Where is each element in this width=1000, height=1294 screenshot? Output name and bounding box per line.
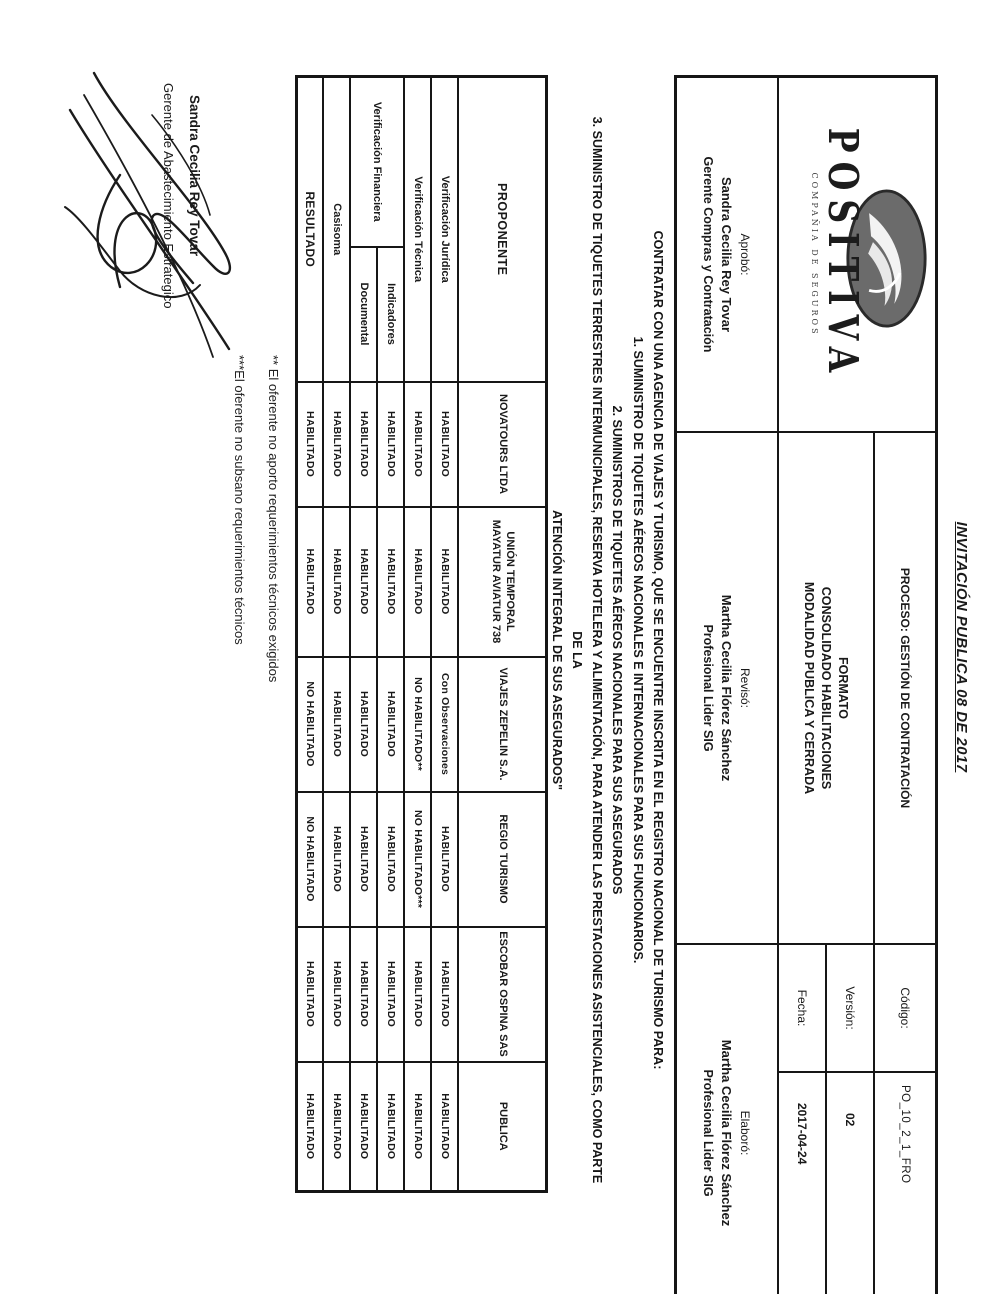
fecha-value: 2017-04-24 (777, 1073, 825, 1294)
row-label-tecnica: Verificación Técnica (405, 77, 432, 382)
contract-object-paragraph (547, 110, 669, 1190)
elaboro-name: Martha Cecilia Flórez Sánchez (719, 1039, 735, 1227)
table-cell: HABILITADO (324, 792, 351, 927)
table-cell: HABILITADO (297, 382, 324, 507)
aprobo-name: Sandra Cecilia Rey Tovar (719, 176, 735, 333)
table-cell: HABILITADO (378, 1062, 405, 1192)
fecha-label: Fecha: (777, 945, 825, 1073)
object-line: 2. SUMINISTROS DE TIQUETES AÉREOS NACIONALES PARA SUS ASEGURADOS (610, 405, 625, 895)
codigo-value: PO_10_2_1_FRO (873, 1073, 935, 1294)
table-row (405, 77, 432, 1192)
column-header-novatours: NOVATOURS LTDA (459, 382, 547, 507)
table-row (324, 77, 351, 1192)
elaboro-role: Profesional Lider SIG (701, 1069, 716, 1197)
signatory-name: Sandra Cecilia Rey Tovar (187, 95, 202, 257)
table-cell: HABILITADO (351, 792, 378, 927)
table-cell: HABILITADO (378, 657, 405, 792)
table-cell: HABILITADO (432, 792, 459, 927)
table-cell: HABILITADO (432, 927, 459, 1062)
table-cell: Con Observaciones (432, 657, 459, 792)
column-header-escobar: ESCOBAR OSPINA SAS (459, 927, 547, 1062)
table-cell: NO HABILITADO** (405, 657, 432, 792)
table-cell: HABILITADO (405, 1062, 432, 1192)
modality-line: MODALIDAD PUBLICA Y CERRADA (802, 581, 816, 795)
header-table (674, 75, 938, 1294)
table-cell: NO HABILITADO (297, 657, 324, 792)
table-cell: HABILITADO (324, 657, 351, 792)
column-header-zepelin: VIAJES ZEPELIN S.A. (459, 657, 547, 792)
habilitaciones-table (295, 75, 548, 1193)
signatory-role: Gerente de Abastecimiento Estrategico (161, 83, 176, 309)
table-header-row (459, 77, 547, 1192)
object-line: ATENCIÓN INTEGRAL DE SUS ASEGURADOS" (549, 509, 564, 791)
logo-cell (777, 78, 935, 433)
table-cell: HABILITADO (405, 507, 432, 657)
process-line: PROCESO: GESTIÓN DE CONTRATACIÓN (873, 433, 935, 945)
version-value: 02 (825, 1073, 873, 1294)
table-cell: HABILITADO (324, 1062, 351, 1192)
row-label-indicadores: Indicadores (378, 247, 405, 382)
table-cell: HABILITADO (351, 657, 378, 792)
row-label-resultado: RESULTADO (297, 77, 324, 382)
row-label-financiera: Verificación Financiera (351, 77, 405, 247)
aprobo-label: Aprobó: (738, 233, 753, 276)
table-cell: HABILITADO (432, 1062, 459, 1192)
table-row-resultado (297, 77, 324, 1192)
table-cell: HABILITADO (351, 927, 378, 1062)
table-cell: HABILITADO (324, 927, 351, 1062)
object-line: 1. SUMINISTRO DE TIQUETES AÉREOS NACIONALES E INTERNACIONALES PARA SUS FUNCIONARIOS. (630, 336, 645, 964)
format-block (777, 433, 873, 945)
logo-tagline: COMPAÑIA DE SEGUROS (810, 172, 819, 337)
table-cell: HABILITADO (405, 382, 432, 507)
signature-block (37, 55, 272, 395)
table-cell: HABILITADO (351, 1062, 378, 1192)
table-cell: HABILITADO (378, 507, 405, 657)
codigo-label: Código: (873, 945, 935, 1073)
reviso-cell (677, 433, 777, 945)
table-row (378, 77, 405, 1192)
row-label-documental: Documental (351, 247, 378, 382)
aprobo-role: Gerente Compras y Contratación (701, 156, 716, 353)
elaboro-cell (677, 945, 777, 1294)
proponente-header: PROPONENTE (459, 77, 547, 382)
table-row (432, 77, 459, 1192)
reviso-label: Revisó: (738, 667, 753, 708)
table-cell: HABILITADO (351, 382, 378, 507)
aprobo-cell (677, 78, 777, 433)
handwritten-signature-icon (37, 55, 272, 395)
column-header-regio: REGIO TURISMO (459, 792, 547, 927)
table-cell: HABILITADO (297, 927, 324, 1062)
table-cell: HABILITADO (378, 792, 405, 927)
column-header-publica: PUBLICA (459, 1062, 547, 1192)
table-cell: HABILITADO (297, 1062, 324, 1192)
table-cell: HABILITADO (324, 507, 351, 657)
row-label-casisoma: Casisoma (324, 77, 351, 382)
reviso-role: Profesional Lider SIG (701, 624, 716, 752)
table-cell: HABILITADO (378, 382, 405, 507)
footnote-triple-asterisk: ***El oferente no subsano requerimientos técnicos (232, 355, 248, 645)
table-cell: HABILITADO (297, 507, 324, 657)
object-line: 3. SUMINISTRO DE TIQUETES TERRESTRES INTERMUNICIPALES, RESERVA HOTELERA Y ALIMENTACIÓN, PARA ATENDER LAS PRESTACIONES ASISTENCIALES, COMO PARTE DE LA (570, 116, 605, 1184)
table-cell: HABILITADO (405, 927, 432, 1062)
table-cell: HABILITADO (432, 382, 459, 507)
format-name: CONSOLIDADO HABILITACIONES (819, 586, 833, 790)
footnote-double-asterisk: ** El oferente no aporto requerimientos técnicos exigidos (266, 355, 281, 683)
table-cell: HABILITADO (351, 507, 378, 657)
reviso-name: Martha Cecilia Flórez Sánchez (719, 594, 735, 782)
table-cell: NO HABILITADO (297, 792, 324, 927)
format-label: FORMATO (836, 656, 850, 720)
column-header-union-temporal: UNIÓN TEMPORAL MAYATUR AVIATUR 738 (459, 507, 547, 657)
elaboro-label: Elaboró: (738, 1110, 753, 1156)
table-cell: HABILITADO (324, 382, 351, 507)
footnotes (222, 355, 290, 682)
version-label: Versión: (825, 945, 873, 1073)
table-cell: NO HABILITADO*** (405, 792, 432, 927)
table-cell: HABILITADO (378, 927, 405, 1062)
object-line: CONTRATAR CON UNA AGENCIA DE VIAJES Y TURISMO, QUE SE ENCUENTRE INSCRITA EN EL REGISTRO NACIONAL DE TURISMO PARA: (651, 230, 665, 1070)
positiva-wordmark: POSITIVA (819, 127, 868, 382)
row-label-juridica: Verificación Jurídica (432, 77, 459, 382)
document-title: INVITACIÓN PUBLICA 08 DE 2017 (953, 521, 970, 773)
table-cell: HABILITADO (432, 507, 459, 657)
